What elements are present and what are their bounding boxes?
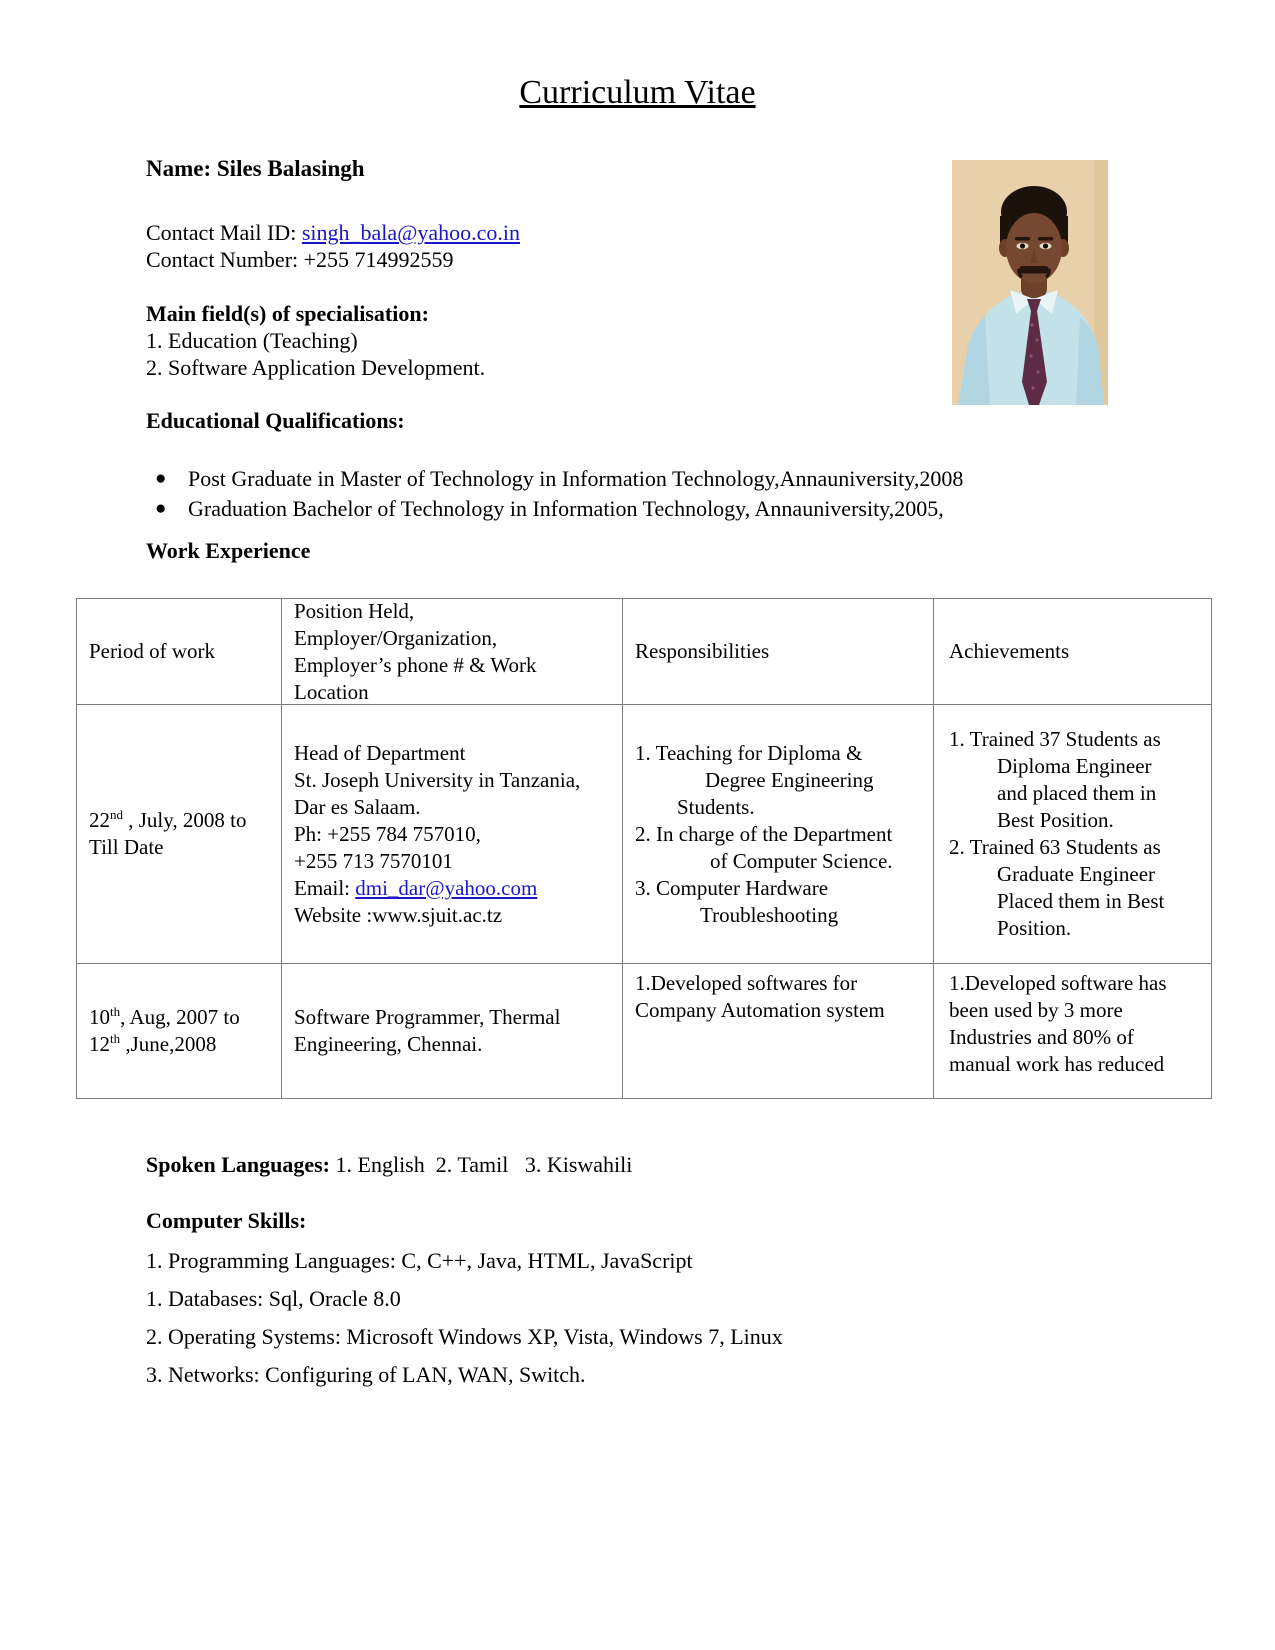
contact-mail-label: Contact Mail ID: — [146, 220, 302, 245]
table-header-position — [282, 599, 623, 705]
achievement-line: Graduate Engineer — [997, 862, 1156, 886]
responsibility-line: 1.Developed softwares for — [635, 971, 858, 995]
profile-photo — [952, 160, 1108, 405]
responsibility-line: Degree Engineering — [705, 767, 874, 792]
spoken-languages-line — [146, 1152, 632, 1178]
work-experience-heading: Work Experience — [146, 538, 311, 563]
employer-email-link[interactable]: dmi_dar@yahoo.com — [355, 875, 538, 900]
table-row2-position — [282, 964, 623, 1098]
name-heading: Name: Siles Balasingh — [146, 156, 365, 181]
ordinal-superscript: th — [110, 1031, 121, 1046]
bullet-icon: ● — [155, 498, 167, 519]
achievement-line: Best Position. — [997, 808, 1114, 832]
responsibility-line: 1. Teaching for Diploma & — [635, 740, 863, 765]
table-header-responsibilities: Responsibilities — [623, 599, 934, 705]
responsibility-line: Troubleshooting — [700, 902, 839, 927]
position-line: +255 713 7570101 — [294, 848, 453, 873]
achievement-line: Industries and 80% of — [949, 1025, 1134, 1049]
education-bullet-row — [155, 464, 963, 494]
specialisation-section — [146, 300, 485, 381]
achievement-line: 1. Trained 37 Students as — [949, 727, 1161, 751]
education-heading: Educational Qualifications: — [146, 408, 405, 433]
achievement-line: Diploma Engineer — [997, 754, 1152, 778]
computer-skills-list — [146, 1248, 783, 1400]
header-line: Employer/Organization, — [294, 625, 498, 650]
education-bullet-text: Post Graduate in Master of Technology in Information Technology,Annauniversity,2008 — [188, 466, 964, 491]
position-line: Engineering, Chennai. — [294, 1032, 483, 1056]
skill-item: 2. Operating Systems: Microsoft Windows XP, Vista, Windows 7, Linux — [146, 1324, 783, 1349]
specialisation-heading: Main field(s) of specialisation: — [146, 301, 429, 326]
employer-website-line: Website :www.sjuit.ac.tz — [294, 902, 503, 927]
spoken-languages-values: 1. English 2. Tamil 3. Kiswahili — [330, 1152, 633, 1177]
table-row1-position — [282, 705, 623, 964]
responsibility-line: 3. Computer Hardware — [635, 875, 829, 900]
spoken-languages-label: Spoken Languages: — [146, 1152, 331, 1177]
responsibility-line: Students. — [677, 794, 755, 819]
position-line: Dar es Salaam. — [294, 794, 421, 819]
achievement-line: Position. — [997, 916, 1072, 940]
bullet-icon: ● — [155, 468, 167, 489]
skill-item: 3. Networks: Configuring of LAN, WAN, Switch. — [146, 1362, 586, 1387]
ordinal-superscript: th — [110, 1004, 121, 1019]
position-line: Software Programmer, Thermal — [294, 1005, 561, 1029]
skill-item: 1. Databases: Sql, Oracle 8.0 — [146, 1286, 401, 1311]
table-row2-achievements — [934, 964, 1211, 1098]
table-row1-responsibilities — [623, 705, 934, 964]
email-link[interactable]: singh_bala@yahoo.co.in — [301, 220, 521, 245]
table-header-achievements: Achievements — [934, 599, 1211, 705]
achievement-line: 1.Developed software has — [949, 971, 1167, 995]
table-header-period: Period of work — [77, 599, 282, 705]
table-row2-responsibilities — [623, 964, 934, 1098]
skill-item: 1. Programming Languages: C, C++, Java, HTML, JavaScript — [146, 1248, 693, 1273]
table-row1-period: 22nd , July, 2008 to Till Date — [77, 705, 282, 964]
header-line: Location — [294, 679, 369, 704]
header-line: Employer’s phone # & Work — [294, 652, 537, 677]
position-line: Head of Department — [294, 740, 466, 765]
computer-skills-heading: Computer Skills: — [146, 1208, 307, 1233]
position-line: St. Joseph University in Tanzania, — [294, 767, 581, 792]
position-line: Ph: +255 784 757010, — [294, 821, 481, 846]
responsibility-line: of Computer Science. — [710, 848, 893, 873]
table-row1-achievements — [934, 705, 1211, 964]
contact-number-line: Contact Number: +255 714992559 — [146, 247, 454, 272]
achievement-line: and placed them in — [997, 781, 1157, 805]
education-bullets — [155, 464, 963, 524]
portrait-photo-graphic — [952, 160, 1108, 405]
specialisation-item: 1. Education (Teaching) — [146, 328, 358, 353]
page-title: Curriculum Vitae — [519, 74, 756, 111]
education-bullet-row — [155, 494, 963, 524]
specialisation-list — [146, 327, 485, 381]
achievement-line: been used by 3 more — [949, 998, 1123, 1022]
work-experience-table — [76, 598, 1212, 1099]
education-bullet-text: Graduation Bachelor of Technology in Information Technology, Annauniversity,2005, — [188, 496, 944, 521]
ordinal-superscript: nd — [110, 807, 123, 822]
header-line: Position Held, — [294, 598, 415, 623]
achievement-line: Placed them in Best — [997, 889, 1165, 913]
achievement-line: manual work has reduced — [949, 1052, 1165, 1076]
responsibility-line: 2. In charge of the Department — [635, 821, 893, 846]
table-row2-period: 10th, Aug, 2007 to 12th ,June,2008 — [77, 964, 282, 1098]
contact-block — [146, 219, 520, 273]
responsibility-line: Company Automation system — [635, 998, 885, 1022]
employer-email-line: Email: dmi_dar@yahoo.com — [294, 875, 538, 900]
specialisation-item: 2. Software Application Development. — [146, 355, 486, 380]
contact-mail-line — [146, 219, 520, 246]
achievement-line: 2. Trained 63 Students as — [949, 835, 1161, 859]
